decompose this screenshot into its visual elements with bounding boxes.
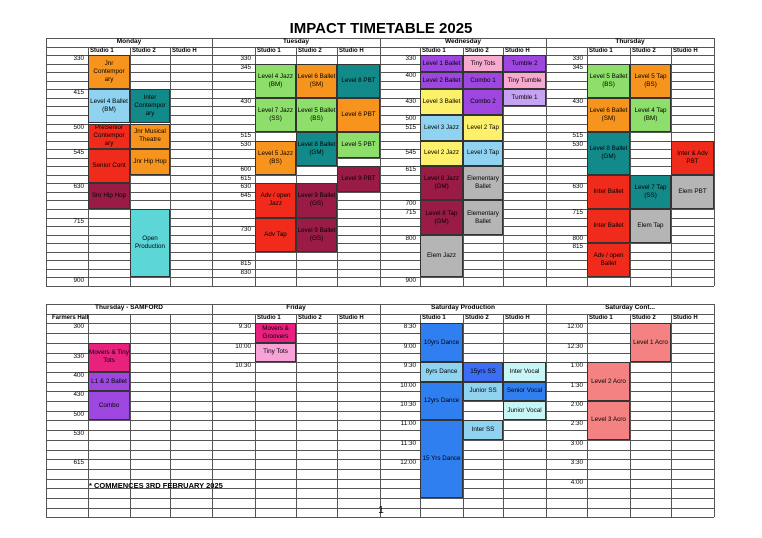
studio-header: Studio 1 — [589, 314, 613, 321]
studio-header: Studio H — [339, 314, 364, 321]
studio-header: Studio H — [673, 314, 698, 321]
class-block[interactable]: Level 4 Jazz (BM) — [255, 64, 296, 98]
time-label: 515 — [405, 123, 416, 131]
class-block[interactable]: Tumble 1 — [503, 89, 546, 106]
time-label: 11:30 — [400, 439, 416, 447]
time-label: 430 — [405, 97, 416, 105]
class-block[interactable]: 10yrs Dance — [420, 323, 463, 362]
studio-header: Studio H — [673, 47, 698, 54]
row-line — [46, 226, 212, 227]
class-block[interactable]: Level 5 PBT — [337, 132, 380, 158]
col-line — [380, 304, 381, 517]
day-header: Monday — [116, 38, 142, 45]
time-label: 500 — [73, 410, 84, 418]
day-header: Saturday Production — [431, 304, 495, 311]
time-label: 430 — [572, 97, 583, 105]
time-label: 2:30 — [570, 420, 583, 428]
class-block[interactable]: Combo — [88, 391, 130, 420]
time-label: 630 — [572, 183, 583, 191]
class-block[interactable]: Level 4 Ballet (BM) — [88, 89, 130, 123]
class-block[interactable]: Level 3 Tap — [463, 141, 503, 167]
time-label: 430 — [73, 391, 84, 399]
class-block[interactable]: Elementary Ballet — [463, 200, 503, 234]
time-label: 800 — [405, 234, 416, 242]
time-label: 615 — [240, 174, 251, 182]
studio-header: Studio 2 — [298, 47, 322, 54]
class-block[interactable]: Tiny Tots — [255, 343, 296, 362]
time-label: 11:00 — [400, 420, 416, 428]
class-block[interactable]: Combo 1 — [463, 72, 503, 89]
class-block[interactable]: Inter Contempor ary — [130, 89, 170, 123]
studio-header: Studio 1 — [90, 47, 114, 54]
time-label: 615 — [73, 459, 84, 467]
time-label: 330 — [73, 55, 84, 63]
studio-header: Studio H — [505, 47, 530, 54]
class-block[interactable]: Elem Tap — [630, 209, 671, 243]
class-block[interactable]: Combo 2 — [463, 89, 503, 115]
studio-header: Studio 2 — [465, 314, 489, 321]
time-label: 545 — [405, 149, 416, 157]
class-block[interactable]: 12yrs Dance — [420, 382, 463, 421]
row-line — [46, 440, 212, 441]
time-label: 9:30 — [403, 362, 416, 370]
row-line — [46, 286, 212, 287]
class-block[interactable]: Inter & Adv PBT — [671, 141, 714, 175]
class-block[interactable]: Level 6 Ballet (SM) — [587, 98, 630, 132]
time-label: 415 — [73, 89, 84, 97]
class-block[interactable]: Level 8 Ballet (GM) — [296, 132, 337, 166]
class-block[interactable]: Level 7 Tap (SS) — [630, 175, 671, 209]
time-label: 330 — [240, 55, 251, 63]
time-label: 345 — [240, 63, 251, 71]
time-label: 700 — [405, 200, 416, 208]
row-line — [46, 333, 212, 334]
time-label: 715 — [73, 217, 84, 225]
time-label: 10:00 — [400, 381, 416, 389]
class-block[interactable]: Level 3 Acro — [587, 401, 630, 440]
class-block[interactable]: L1 & 2 Ballet — [88, 372, 130, 391]
studio-header: Studio 2 — [298, 314, 322, 321]
time-label: 300 — [73, 323, 84, 331]
col-line — [714, 38, 715, 286]
time-label: 730 — [240, 226, 251, 234]
class-block[interactable]: Tiny Tots — [463, 55, 503, 72]
studio-header: Studio 2 — [465, 47, 489, 54]
class-block[interactable]: PreSenior Contempor ary — [88, 124, 130, 150]
time-label: 545 — [73, 149, 84, 157]
studio-header: Studio 1 — [589, 47, 613, 54]
day-header: Thursday - SAMFORD — [95, 304, 163, 311]
day-header: Wednesday — [444, 38, 481, 45]
class-block[interactable]: Level 1 Ballet — [420, 55, 463, 72]
class-block[interactable]: Senior Cont — [88, 149, 130, 183]
class-block[interactable]: Level 5 Jazz (BS) — [255, 141, 296, 175]
row-line — [46, 469, 212, 470]
row-line — [46, 269, 212, 270]
row-line — [46, 420, 212, 421]
time-label: 715 — [405, 209, 416, 216]
col-line — [170, 47, 171, 286]
class-block[interactable]: Open Production — [130, 209, 170, 277]
class-block[interactable]: Level 7 Jazz (SS) — [255, 98, 296, 132]
col-line — [714, 304, 715, 517]
class-block[interactable]: Tumble 2 — [503, 55, 546, 72]
time-label: 330 — [73, 352, 84, 360]
time-label: 10:30 — [400, 401, 416, 408]
time-label: 830 — [240, 268, 251, 276]
row-line — [46, 517, 212, 518]
time-label: 430 — [240, 97, 251, 105]
time-label: 10:00 — [235, 342, 251, 350]
class-block[interactable]: Level 6 PBT — [337, 98, 380, 132]
time-label: 400 — [405, 72, 416, 80]
row-line — [546, 517, 714, 518]
class-block[interactable]: Movers & Tiny Tots — [88, 343, 130, 372]
time-label: 12:00 — [567, 323, 583, 331]
class-block[interactable]: Level 5 Ballet (BS) — [296, 98, 337, 132]
class-block[interactable]: Jnr Musical Theatre — [130, 124, 170, 150]
time-label: 3:30 — [570, 459, 583, 467]
col-line — [212, 38, 213, 286]
time-label: 900 — [405, 277, 416, 285]
time-label: 600 — [240, 166, 251, 174]
time-label: 2:00 — [570, 401, 583, 408]
class-block[interactable]: Movers & Groovers — [255, 323, 296, 342]
row-line — [46, 498, 212, 499]
studio-header: Studio 1 — [422, 314, 446, 321]
studio-header: Studio H — [505, 314, 530, 321]
class-block[interactable]: Junior Vocal — [503, 401, 546, 420]
time-label: 9:30 — [238, 323, 251, 331]
time-label: 4:00 — [570, 478, 583, 486]
time-label: 400 — [73, 371, 84, 379]
time-label: 10:30 — [235, 362, 251, 370]
class-block[interactable]: Inter SS — [463, 420, 503, 439]
class-block[interactable]: 15 Yrs Dance — [420, 420, 463, 498]
row-line — [546, 286, 714, 287]
class-block[interactable]: Level 3 Jazz — [420, 115, 463, 141]
col-line — [671, 314, 672, 518]
studio-header: Studio 1 — [422, 47, 446, 54]
studio-header: Studio 2 — [132, 47, 156, 54]
row-line — [212, 286, 380, 287]
time-label: 12:00 — [400, 459, 416, 467]
time-label: 500 — [73, 123, 84, 131]
day-header: Saturday Cont... — [605, 304, 655, 311]
time-label: 815 — [240, 260, 251, 268]
time-label: 8:30 — [403, 323, 416, 331]
class-block[interactable]: Level 2 Tap — [463, 115, 503, 141]
page-title: IMPACT TIMETABLE 2025 — [289, 20, 473, 37]
class-block[interactable]: Jnr Contempor ary — [88, 55, 130, 89]
class-block[interactable]: Level 6 Ballet (SM) — [296, 64, 337, 98]
class-block[interactable]: 15yrs SS — [463, 362, 503, 381]
class-block[interactable]: Tiny Tumble — [503, 72, 546, 89]
day-header: Thursday — [615, 38, 645, 45]
col-line — [337, 314, 338, 518]
class-block[interactable]: Elem Jazz — [420, 235, 463, 278]
class-block[interactable]: Level 2 Acro — [587, 362, 630, 401]
class-block[interactable]: Adv / open Jazz — [255, 183, 296, 217]
class-block[interactable]: Senior Vocal — [503, 382, 546, 401]
time-label: 530 — [73, 430, 84, 438]
col-line — [463, 314, 464, 518]
page-number: 1 — [378, 505, 384, 516]
class-block[interactable]: Level 8 PBT — [337, 64, 380, 98]
class-block[interactable]: Level 9 Ballet (GS) — [296, 218, 337, 252]
time-label: 900 — [73, 277, 84, 285]
time-label: 3:00 — [570, 439, 583, 447]
day-header: Tuesday — [283, 38, 309, 45]
col-line — [46, 38, 47, 286]
time-label: 815 — [572, 243, 583, 251]
row-line — [212, 517, 380, 518]
class-block[interactable]: Adv Tap — [255, 218, 296, 252]
row-line — [380, 286, 546, 287]
time-label: 530 — [240, 140, 251, 148]
studio-header: Studio 2 — [632, 47, 656, 54]
time-label: 630 — [73, 183, 84, 191]
studio-header: Studio 1 — [257, 314, 281, 321]
class-block[interactable]: Junior SS — [463, 382, 503, 401]
time-label: 330 — [572, 55, 583, 63]
row-line — [46, 479, 212, 480]
time-label: 800 — [572, 234, 583, 242]
class-block[interactable]: Inter Ballet — [587, 209, 630, 243]
class-block[interactable]: Jnr Hip Hop — [130, 149, 170, 175]
class-block[interactable]: Level 8 Jazz (GM) — [420, 166, 463, 200]
class-block[interactable]: Level 2 Jazz — [420, 141, 463, 167]
time-label: 530 — [572, 140, 583, 148]
row-line — [46, 243, 212, 244]
time-label: 330 — [405, 55, 416, 63]
footnote: * COMMENCES 3RD FEBRUARY 2025 — [89, 481, 223, 490]
class-block[interactable]: Level 5 Ballet (BS) — [587, 64, 630, 98]
studio-header: Studio H — [172, 47, 197, 54]
studio-header: Studio 2 — [632, 314, 656, 321]
day-header: Friday — [286, 304, 306, 311]
class-block[interactable]: Level 1 Acro — [630, 323, 671, 362]
class-block[interactable]: Snr Hip Hop — [88, 183, 130, 209]
row-line — [46, 450, 212, 451]
studio-header: Studio 1 — [257, 47, 281, 54]
row-line — [46, 209, 212, 210]
time-label: 12:30 — [567, 342, 583, 350]
class-block[interactable]: 8yrs Dance — [420, 362, 463, 381]
time-label: 645 — [240, 191, 251, 199]
class-block[interactable]: Level 2 Ballet — [420, 72, 463, 89]
time-label: 515 — [240, 132, 251, 140]
class-block[interactable]: Adv / open Ballet — [587, 243, 630, 277]
class-block[interactable]: Inter Ballet — [587, 175, 630, 209]
time-label: 500 — [405, 114, 416, 122]
row-line — [46, 235, 212, 236]
time-label: 615 — [405, 166, 416, 174]
class-block[interactable]: Elem PBT — [671, 175, 714, 209]
time-label: 515 — [572, 132, 583, 140]
time-label: 9:00 — [403, 342, 416, 350]
row-line — [46, 260, 212, 261]
class-block[interactable]: Level 9 Ballet (GS) — [296, 183, 337, 217]
time-label: 345 — [572, 63, 583, 71]
time-label: 715 — [572, 209, 583, 216]
class-block[interactable]: Level 5 Tap (BS) — [630, 64, 671, 98]
studio-header: Studio H — [339, 47, 364, 54]
class-block[interactable]: Elementary Ballet — [463, 166, 503, 200]
time-label: 1:30 — [570, 381, 583, 389]
col-line — [296, 314, 297, 518]
row-line — [46, 252, 212, 253]
class-block[interactable]: Level 8 Ballet (GM) — [587, 132, 630, 175]
class-block[interactable]: Level 9 PBT — [337, 166, 380, 192]
time-label: 630 — [240, 183, 251, 191]
class-block[interactable]: Level 4 Tap (BM) — [630, 98, 671, 132]
studio-header: Farmers Hall — [52, 314, 89, 321]
class-block[interactable]: Level 8 Tap (GM) — [420, 200, 463, 234]
class-block[interactable]: Level 3 Ballet — [420, 89, 463, 115]
class-block[interactable]: Inter Vocal — [503, 362, 546, 381]
row-line — [380, 517, 546, 518]
time-label: 1:00 — [570, 362, 583, 370]
